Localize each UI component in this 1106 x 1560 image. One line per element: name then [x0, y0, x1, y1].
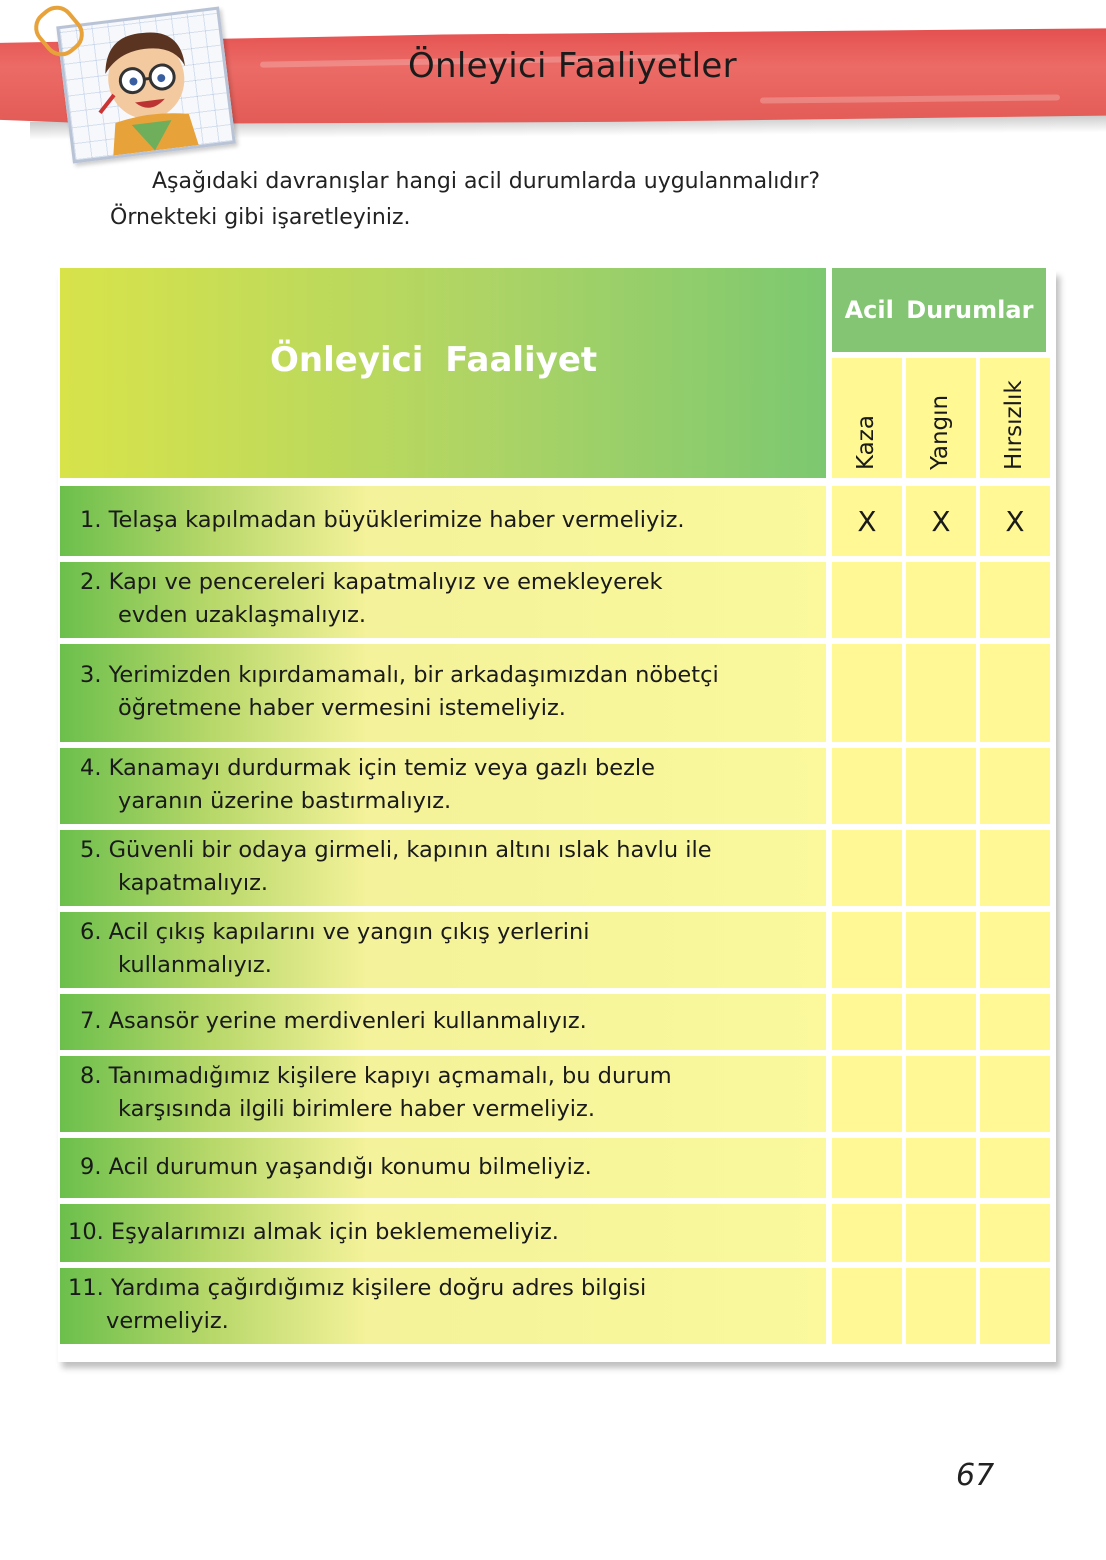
column-label-kaza: Kaza [853, 415, 879, 470]
mark-cell-yangin[interactable] [906, 994, 976, 1050]
mark-cell-hirsizlik[interactable] [980, 912, 1050, 988]
row-text-line-1: 1. Telaşa kapılmadan büyüklerimize haber vermeliyiz. [80, 507, 685, 533]
page-title: Önleyici Faaliyetler [408, 46, 737, 86]
row-text-line-2: yaranın üzerine bastırmalıyız. [118, 788, 452, 814]
mark-cell-kaza[interactable] [832, 1138, 902, 1198]
row-text-line-2: karşısında ilgili birimlere haber vermeliyiz. [118, 1096, 595, 1122]
column-header-hirsizlik [980, 358, 1050, 478]
table-group-header: Acil Durumlar [832, 268, 1046, 352]
row-text-line-1: 7. Asansör yerine merdivenleri kullanmalıyız. [80, 1008, 587, 1034]
instruction-line-2: Örnekteki gibi işaretleyiniz. [110, 205, 411, 230]
row-text-line-2: evden uzaklaşmalıyız. [118, 602, 367, 628]
mark-cell-hirsizlik[interactable] [980, 1268, 1050, 1344]
mark-cell-yangin[interactable] [906, 1268, 976, 1344]
table-main-header-title: Önleyici Faaliyet [270, 340, 598, 380]
mark-cell-kaza[interactable] [832, 912, 902, 988]
instruction-line-1: Aşağıdaki davranışlar hangi acil durumlarda uygulanmalıdır? [152, 169, 821, 194]
row-text-line-1: 9. Acil durumun yaşandığı konumu bilmeliyiz. [80, 1154, 592, 1180]
row-text-line-2: vermeliyiz. [106, 1308, 229, 1334]
row-text-line-1: 8. Tanımadığımız kişilere kapıyı açmamalı, bu durum [80, 1063, 672, 1089]
column-header-kaza [832, 358, 902, 478]
mark-cell-yangin[interactable] [906, 830, 976, 906]
mark-cell-hirsizlik[interactable] [980, 1204, 1050, 1262]
row-text-line-1: 11. Yardıma çağırdığımız kişilere doğru adres bilgisi [68, 1275, 647, 1301]
mark-cell-kaza[interactable] [832, 644, 902, 742]
mark-cell-kaza[interactable] [832, 830, 902, 906]
mark-cell-yangin[interactable] [906, 1138, 976, 1198]
row-text [80, 566, 820, 632]
row-text-line-1: 4. Kanamayı durdurmak için temiz veya gazlı bezle [80, 755, 655, 781]
mark-cell-yangin[interactable] [906, 912, 976, 988]
column-header-yangin [906, 358, 976, 478]
row-text [80, 504, 820, 537]
row-text [80, 916, 820, 982]
mark-cell-kaza[interactable] [832, 748, 902, 824]
mark-cell-hirsizlik[interactable] [980, 562, 1050, 638]
mark-cell-yangin[interactable] [906, 1204, 976, 1262]
row-text [80, 752, 820, 818]
row-text-line-1: 5. Güvenli bir odaya girmeli, kapının altını ıslak havlu ile [80, 837, 712, 863]
mark-cell-kaza[interactable] [832, 562, 902, 638]
mark-cell-yangin[interactable]: X [906, 486, 976, 556]
row-text [80, 1151, 820, 1184]
mark-cell-hirsizlik[interactable] [980, 1138, 1050, 1198]
row-text [80, 659, 820, 725]
mark-cell-hirsizlik[interactable] [980, 830, 1050, 906]
row-text [80, 1060, 820, 1126]
mark-cell-hirsizlik[interactable]: X [980, 486, 1050, 556]
mark-cell-hirsizlik[interactable] [980, 644, 1050, 742]
row-text-line-2: kapatmalıyız. [118, 870, 269, 896]
row-text-line-2: kullanmalıyız. [118, 952, 272, 978]
mark-cell-kaza[interactable] [832, 1268, 902, 1344]
mark-cell-yangin[interactable] [906, 1056, 976, 1132]
row-text-line-1: 6. Acil çıkış kapılarını ve yangın çıkış yerlerini [80, 919, 590, 945]
mark-cell-hirsizlik[interactable] [980, 994, 1050, 1050]
row-text [80, 834, 820, 900]
column-label-yangin: Yangın [927, 394, 953, 470]
mark-cell-hirsizlik[interactable] [980, 1056, 1050, 1132]
row-text [68, 1216, 808, 1249]
row-text-line-1: 10. Eşyalarımızı almak için beklememeliyiz. [68, 1219, 559, 1245]
mark-cell-yangin[interactable] [906, 644, 976, 742]
instructions [110, 164, 930, 236]
mark-cell-kaza[interactable] [832, 994, 902, 1050]
row-text [80, 1005, 820, 1038]
column-label-hirsizlik: Hırsızlık [1001, 380, 1027, 470]
mark-cell-kaza[interactable]: X [832, 486, 902, 556]
row-text-line-2: öğretmene haber vermesini istemeliyiz. [118, 695, 566, 721]
row-text [68, 1272, 808, 1338]
mark-cell-hirsizlik[interactable] [980, 748, 1050, 824]
row-text-line-1: 3. Yerimizden kıpırdamamalı, bir arkadaşımızdan nöbetçi [80, 662, 719, 688]
mark-cell-yangin[interactable] [906, 562, 976, 638]
mark-cell-kaza[interactable] [832, 1056, 902, 1132]
mark-cell-yangin[interactable] [906, 748, 976, 824]
mark-cell-kaza[interactable] [832, 1204, 902, 1262]
boy-icon [60, 10, 233, 160]
page-number: 67 [956, 1458, 995, 1493]
row-text-line-1: 2. Kapı ve pencereleri kapatmalıyız ve emekleyerek [80, 569, 663, 595]
